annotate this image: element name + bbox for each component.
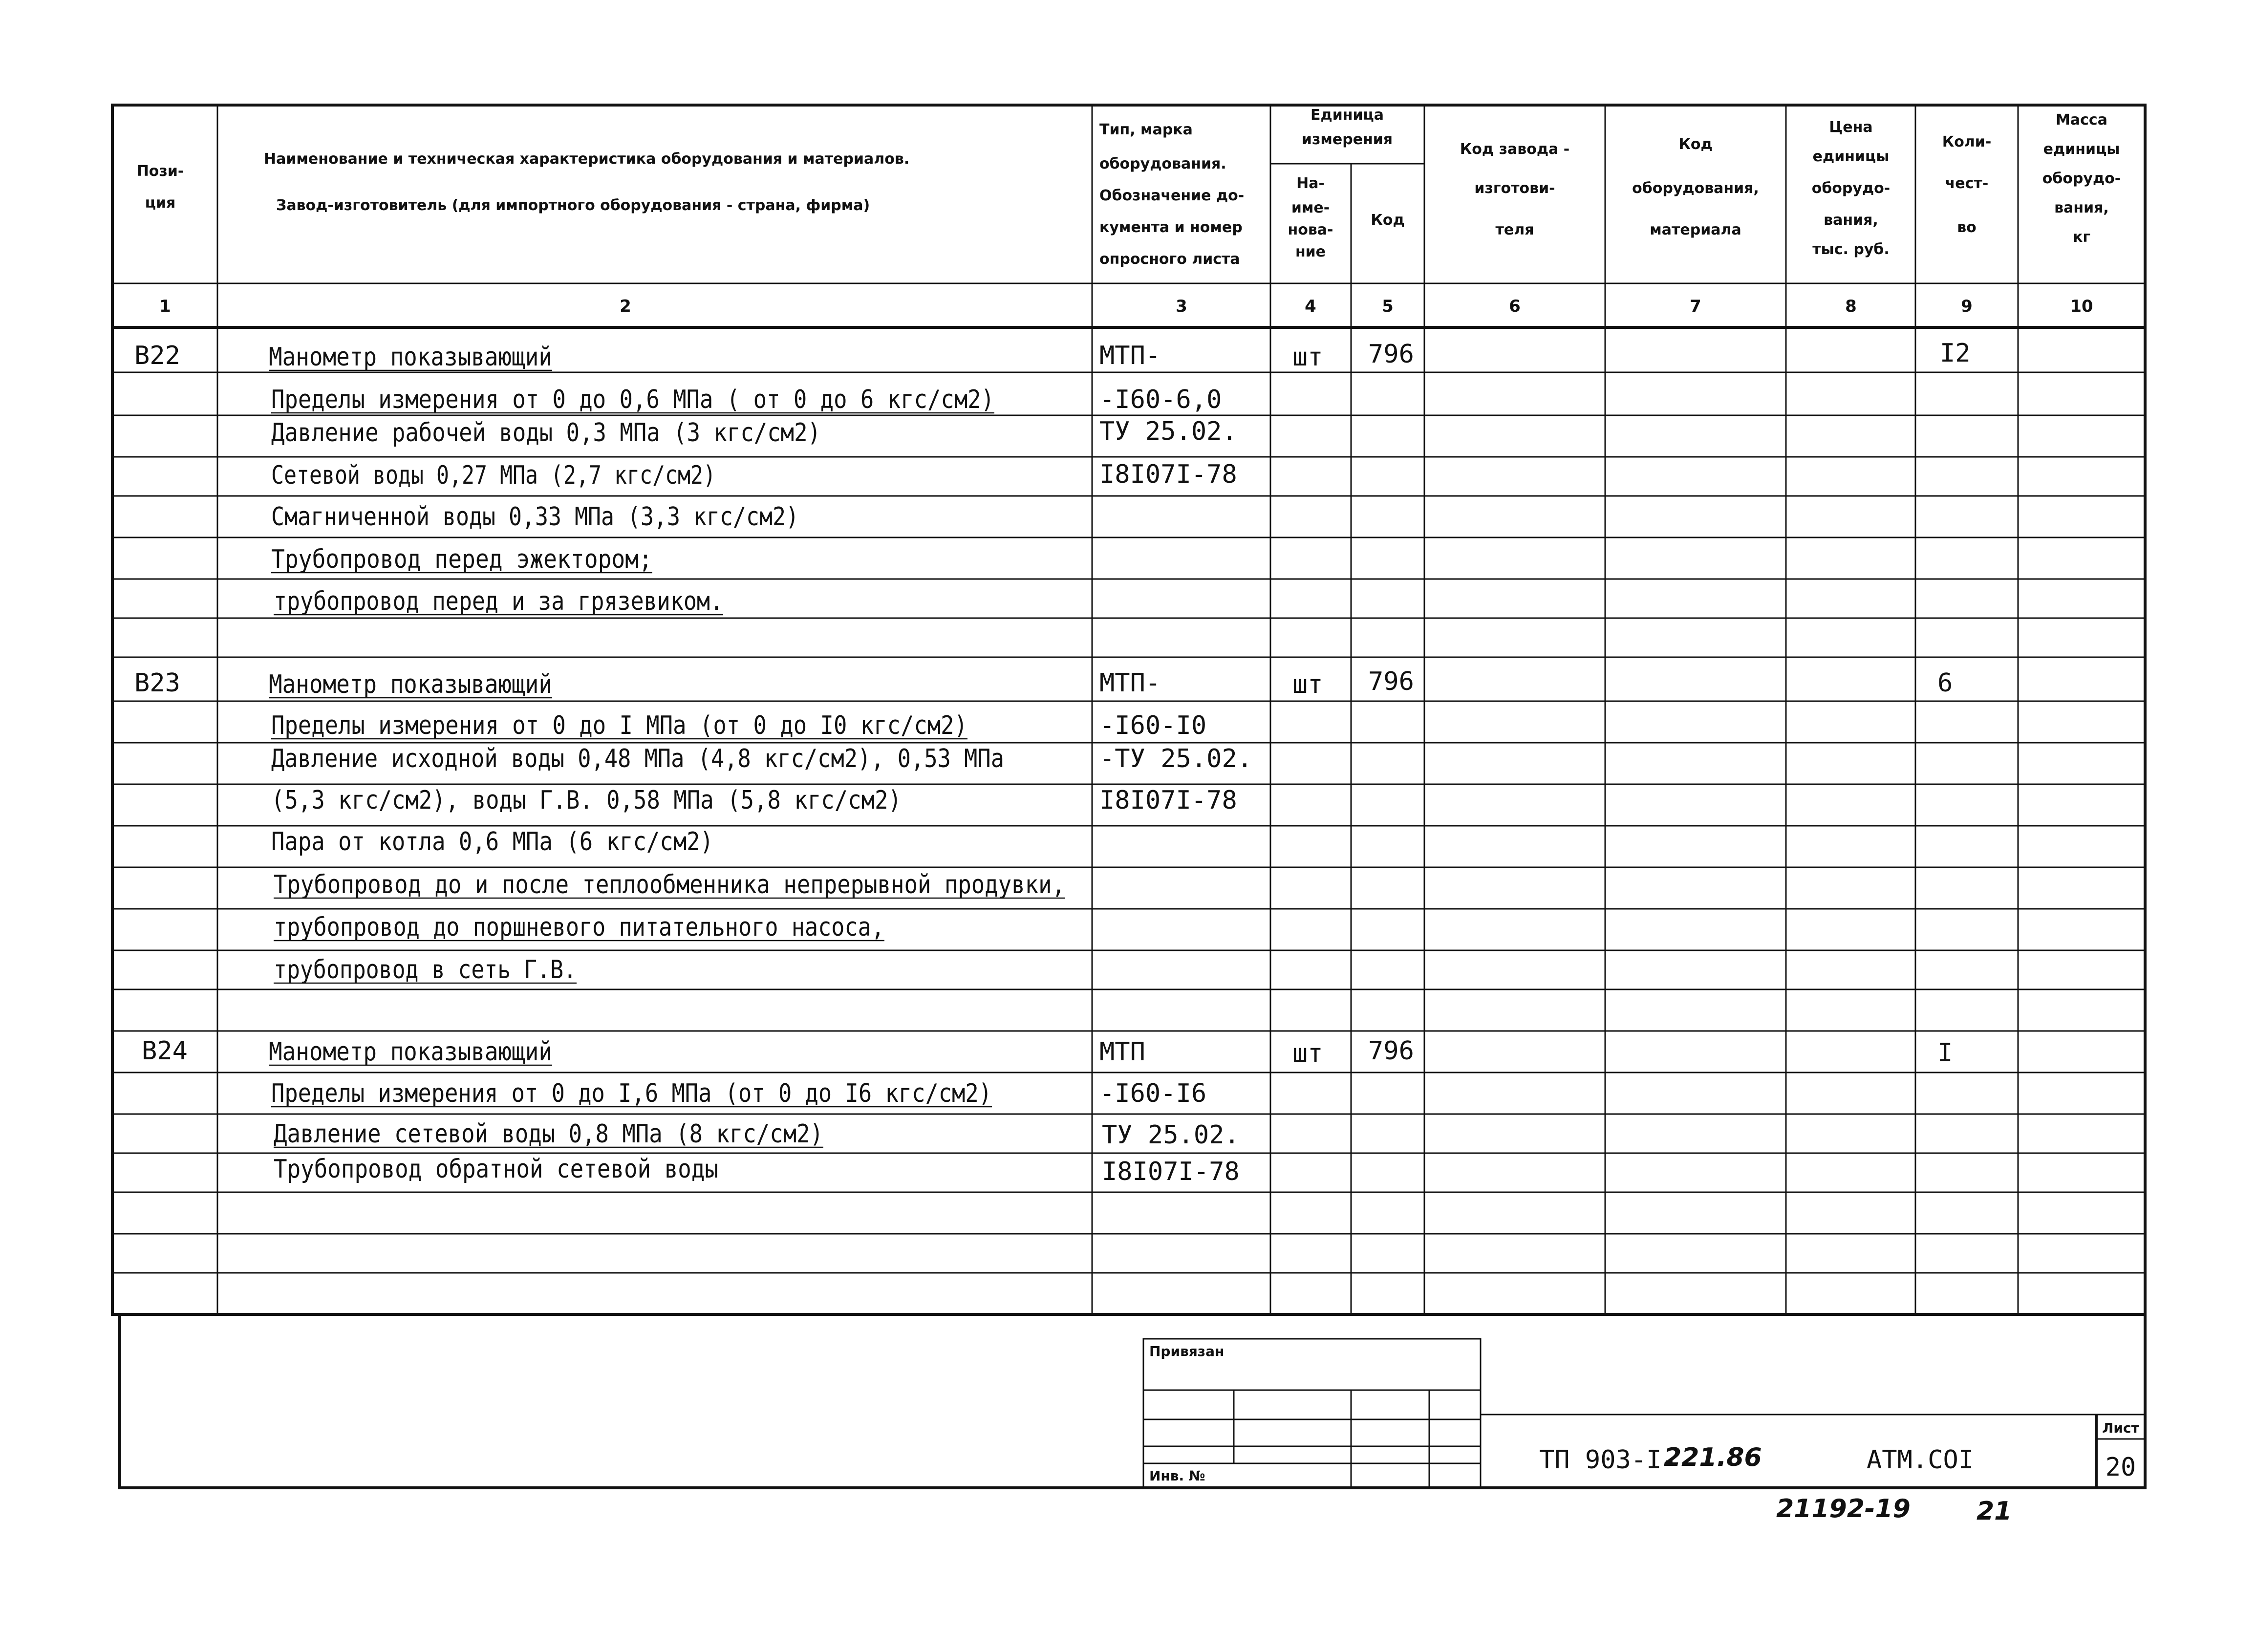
header-col8-line2: единицы [1812, 148, 1890, 165]
header-col1-line1: Пози- [136, 163, 184, 180]
unit-cell: шт [1292, 1039, 1323, 1068]
description-cell: Трубопровод до и после теплообменника непрерывной продувки, [274, 870, 1065, 900]
header-col10-line5: кг [2072, 229, 2091, 246]
type-cell: МТП- [1099, 341, 1161, 370]
unit-cell: шт [1292, 670, 1323, 699]
header-col9-line2: чест- [1945, 175, 1989, 192]
type-cell: I8I07I-78 [1102, 1157, 1240, 1186]
header-unit-line1: Единица [1311, 107, 1384, 124]
document-code-handwritten: 221.86 [1664, 1443, 1762, 1472]
type-cell: I8I07I-78 [1099, 460, 1237, 489]
description-cell: Пределы измерения от 0 до 0,6 МПа ( от 0 до 6 кгс/см2) [271, 385, 994, 414]
type-cell: -ТУ 25.02. [1099, 744, 1253, 773]
type-cell: МТП- [1099, 668, 1161, 698]
col-number-8: 8 [1845, 297, 1857, 316]
type-cell: -I60-I0 [1099, 711, 1207, 740]
description-cell: Пределы измерения от 0 до I,6 МПа (от 0 до I6 кгс/см2) [271, 1079, 992, 1108]
table-row [274, 1155, 1240, 1186]
header-col7-line1: Код [1678, 136, 1713, 153]
description-cell: Манометр показывающий [269, 670, 552, 699]
header-col3-line2: оборудования. [1099, 155, 1226, 172]
header-col4-line1: На- [1296, 175, 1325, 192]
description-cell: (5,3 кгс/см2), воды Г.В. 0,58 МПа (5,8 кгс/см2) [271, 786, 902, 815]
col-number-4: 4 [1305, 297, 1316, 316]
description-cell: Пара от котла 0,6 МПа (6 кгс/см2) [271, 827, 713, 857]
col-number-10: 10 [2070, 297, 2093, 316]
header-col10-line1: Масса [2056, 111, 2107, 129]
type-cell: -I60-6,0 [1099, 385, 1222, 414]
qty-cell: I2 [1940, 339, 1971, 368]
header-col3-line4: кумента и номер [1099, 219, 1243, 236]
table-row [274, 955, 577, 985]
unit-cell: шт [1292, 343, 1323, 372]
code-cell: 796 [1368, 1036, 1414, 1066]
description-cell: Давление рабочей воды 0,3 МПа (3 кгс/см2) [271, 418, 821, 448]
header-col10-line4: вания, [2054, 199, 2109, 216]
table-row [274, 587, 723, 616]
archive-number: 21192-19 [1776, 1494, 1911, 1523]
type-cell: -I60-I6 [1099, 1079, 1207, 1108]
col-number-9: 9 [1961, 297, 1973, 316]
table-row [142, 1036, 1953, 1068]
document-suffix: АТМ.СОI [1867, 1445, 1974, 1475]
header-col10-line2: единицы [2043, 141, 2120, 158]
header-col8-line5: тыс. руб. [1812, 241, 1890, 258]
description-cell: Манометр показывающий [269, 343, 552, 372]
position-cell: B22 [134, 341, 180, 370]
col-number-7: 7 [1690, 297, 1701, 316]
header-unit-line2: измерения [1301, 131, 1393, 148]
description-cell: Сетевой воды 0,27 МПа (2,7 кгс/см2) [271, 461, 716, 490]
description-cell: трубопровод до поршневого питательного насоса, [274, 913, 884, 942]
col-number-5: 5 [1382, 297, 1394, 316]
position-cell: B23 [134, 668, 180, 698]
table-row [271, 1079, 1206, 1108]
header-col6-line1: Код завода - [1460, 141, 1570, 158]
position-cell: B24 [142, 1036, 188, 1066]
table-row [274, 1119, 1240, 1150]
description-cell: Давление сетевой воды 0,8 МПа (8 кгс/см2) [274, 1119, 823, 1149]
description-cell: Давление исходной воды 0,48 МПа (4,8 кгс/см2), 0,53 МПа [271, 744, 1004, 773]
table-row [271, 385, 1222, 414]
type-cell: ТУ 25.02. [1102, 1120, 1240, 1150]
header-col7-line3: материала [1650, 221, 1741, 238]
table-row [271, 711, 1206, 740]
header-col2-line1: Наименование и техническая характеристика оборудования и материалов. [264, 150, 910, 168]
header-col9-line3: во [1957, 219, 1977, 236]
document-code: ТП 903-I- [1539, 1445, 1677, 1475]
description-cell: трубопровод перед и за грязевиком. [274, 587, 723, 616]
header-col5: Код [1371, 212, 1405, 229]
table-row [271, 545, 652, 574]
type-cell: МТП [1099, 1037, 1145, 1067]
header-col3-line5: опросного листа [1099, 251, 1240, 268]
description-cell: Трубопровод перед эжектором; [271, 545, 652, 574]
header-col4-line3: нова- [1288, 221, 1333, 238]
inventory-number-label: Инв. № [1149, 1468, 1205, 1484]
description-cell: Манометр показывающий [269, 1037, 552, 1067]
description-cell: трубопровод в сеть Г.В. [274, 955, 577, 985]
header-col8-line4: вания, [1824, 212, 1878, 229]
privyazan-label: Привязан [1149, 1343, 1225, 1359]
table-row [271, 502, 799, 532]
col-number-3: 3 [1176, 297, 1187, 316]
table-row [271, 744, 1252, 773]
page-number: 21 [1977, 1497, 2012, 1526]
type-cell: I8I07I-78 [1099, 786, 1237, 815]
header-col8-line1: Цена [1829, 119, 1873, 136]
code-cell: 796 [1368, 667, 1414, 696]
table-row [271, 827, 713, 857]
footer [1776, 1494, 2012, 1526]
header-col4-line4: ние [1295, 243, 1326, 260]
table-row [274, 913, 884, 942]
col-number-1: 1 [159, 297, 171, 316]
sheet-label: Лист [2102, 1420, 2139, 1436]
table-row [134, 339, 1971, 372]
col-number-6: 6 [1509, 297, 1521, 316]
header-col1-line2: ция [145, 194, 176, 212]
header-col6-line2: изготови- [1474, 180, 1555, 197]
description-cell: Смагниченной воды 0,33 МПа (3,3 кгс/см2) [271, 502, 799, 532]
header-col3-line1: Тип, марка [1099, 121, 1193, 138]
col-number-2: 2 [620, 297, 631, 316]
title-block [120, 1314, 2145, 1488]
table-row [274, 870, 1065, 900]
code-cell: 796 [1368, 340, 1414, 369]
header-col7-line2: оборудования, [1632, 180, 1759, 197]
table-body [134, 339, 1971, 1186]
header-col3-line3: Обозначение до- [1099, 187, 1245, 204]
header-col10-line3: оборудо- [2042, 170, 2121, 187]
description-cell: Трубопровод обратной сетевой воды [274, 1155, 718, 1184]
sheet-number: 20 [2105, 1453, 2136, 1482]
header-col4-line2: име- [1291, 199, 1330, 216]
table-header [137, 107, 2121, 268]
header-col9-line1: Коли- [1942, 133, 1992, 150]
column-numbers [159, 297, 2093, 316]
header-col6-line3: теля [1495, 221, 1534, 238]
type-cell: ТУ 25.02. [1099, 417, 1237, 446]
header-col8-line3: оборудо- [1811, 180, 1891, 197]
header-col2-line2: Завод-изготовитель (для импортного оборудования - страна, фирма) [276, 197, 870, 214]
qty-cell: 6 [1937, 668, 1953, 698]
description-cell: Пределы измерения от 0 до I МПа (от 0 до I0 кгс/см2) [271, 711, 967, 740]
table-row [134, 667, 1953, 699]
qty-cell: I [1937, 1038, 1953, 1068]
